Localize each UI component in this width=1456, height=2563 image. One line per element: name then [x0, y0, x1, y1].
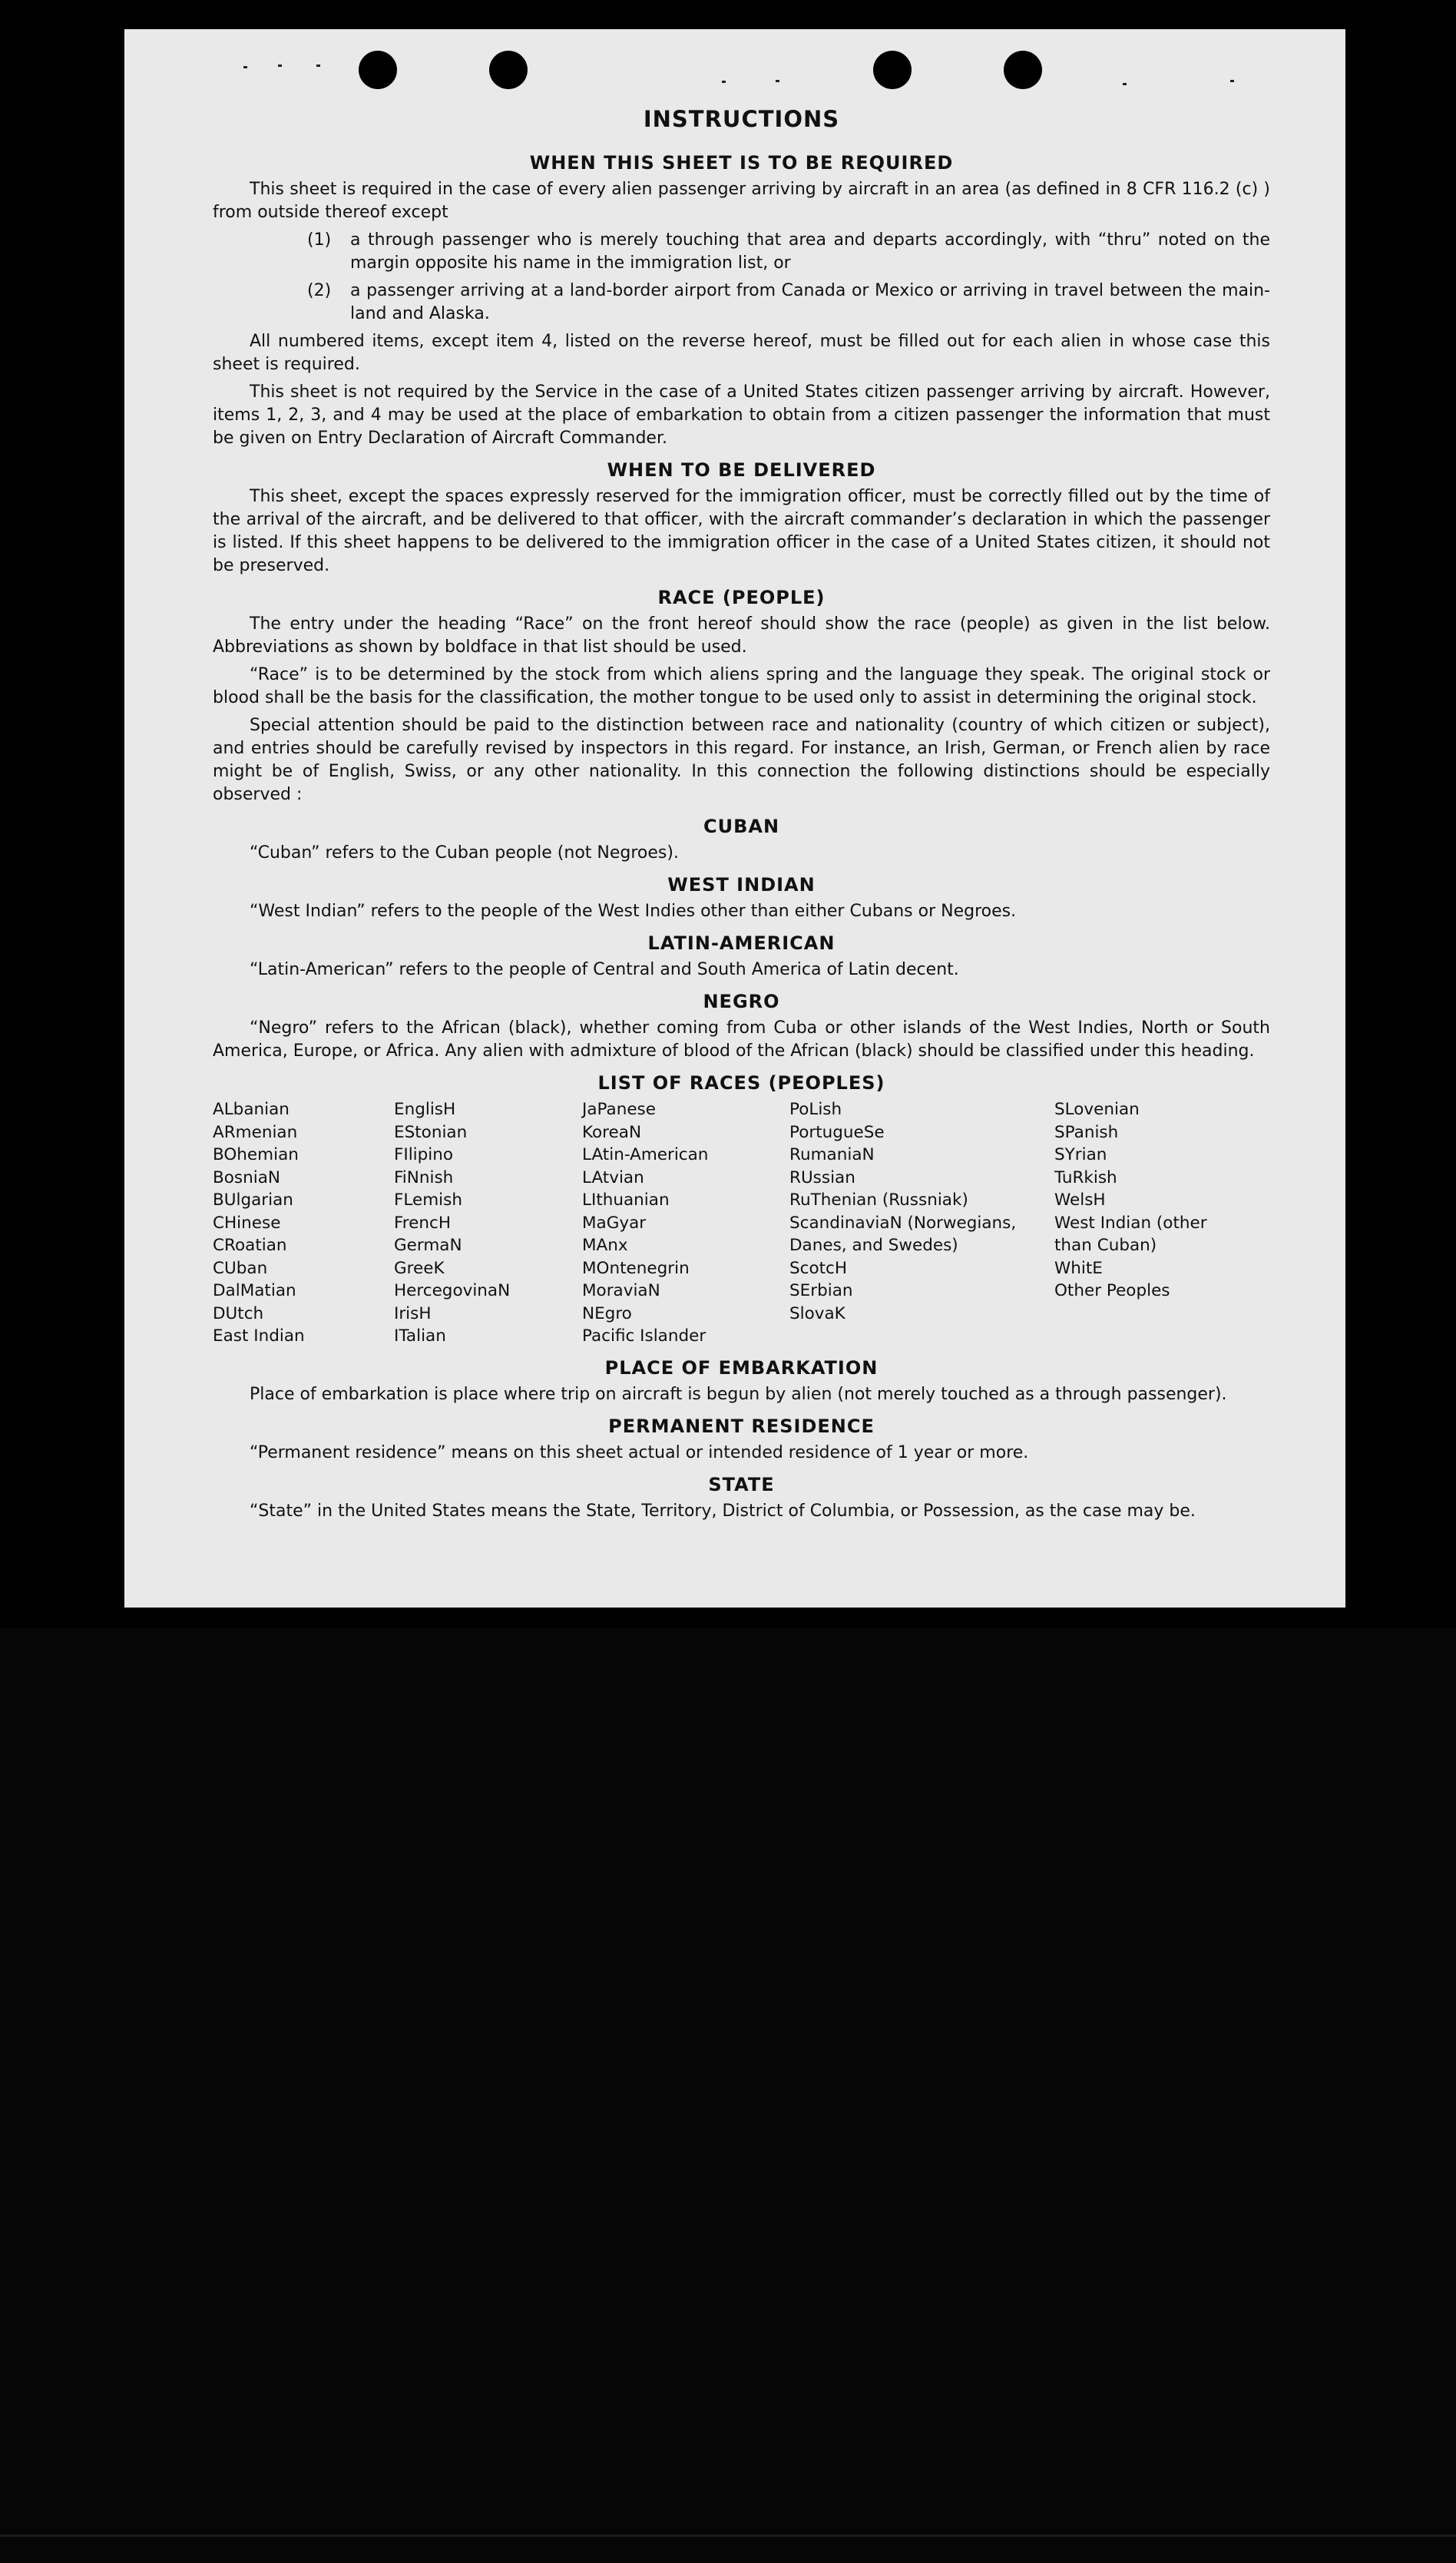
speck — [776, 80, 779, 82]
race-entry: ARmenian — [213, 1122, 298, 1142]
race-entry: CUban — [213, 1258, 268, 1278]
race-entry: MAnx — [582, 1236, 628, 1255]
race-paragraph-3: Special attention should be paid to the distinction between race and nationality (country of which citizen or subject), and entries should be carefully revised by inspectors in this regard. For instance, an Irish, German, or French alien by race might be of English, Swiss, or any other nationality. In this connection the following distinctions should be especially observed : — [213, 716, 1270, 804]
race-entry: GermaN — [394, 1236, 462, 1255]
race-paragraph-2: “Race” is to be determined by the stock from which aliens spring and the language they speak. The original stock or blood shall be the basis for the classification, the mother tongue to be used only to assist in determining the original stock. — [213, 665, 1270, 707]
race-entry: LAtvian — [582, 1167, 644, 1187]
heading-negro: NEGRO — [703, 991, 780, 1012]
speck — [1230, 80, 1234, 82]
race-entry: JaPanese — [582, 1100, 656, 1119]
heading-required: WHEN THIS SHEET IS TO BE REQUIRED — [529, 152, 954, 174]
race-entry: MoraviaN — [582, 1281, 660, 1300]
race-entry: FiNnish — [394, 1167, 454, 1187]
race-entry: RUssian — [789, 1167, 855, 1187]
exception-item — [307, 280, 1270, 326]
race-entry: BUlgarian — [213, 1190, 293, 1210]
heading-delivered: WHEN TO BE DELIVERED — [607, 459, 876, 481]
state-paragraph: “State” in the United States means the State, Territory, District of Columbia, or Possession, as the case may be. — [250, 1501, 1196, 1521]
heading-embarkation: PLACE OF EMBARKATION — [604, 1356, 879, 1379]
race-entry: RumaniaN — [789, 1145, 875, 1164]
heading-cuban: CUBAN — [703, 816, 780, 837]
heading-west-indian: WEST INDIAN — [667, 874, 816, 896]
required-intro: This sheet is required in the case of every alien passenger arriving by aircraft in an area (as defined in 8 CFR 116.2 (c) ) from outside thereof except — [213, 180, 1270, 222]
speck — [316, 65, 320, 67]
race-entry: KoreaN — [582, 1122, 642, 1142]
race-entry: GreeK — [394, 1258, 445, 1278]
punch-hole — [1004, 51, 1042, 89]
document-title: INSTRUCTIONS — [643, 106, 840, 132]
race-entry: SErbian — [789, 1281, 853, 1300]
race-entry: NEgro — [582, 1303, 632, 1323]
heading-state: STATE — [708, 1473, 775, 1495]
exception-text: a passenger arriving at a land-border airport from Canada or Mexico or arriving in travel between the main-land and Alaska. — [350, 281, 1270, 323]
race-entry: Pacific Islander — [582, 1326, 706, 1346]
races-column — [213, 1098, 394, 1348]
speck — [243, 66, 247, 68]
race-entry: RuThenian (Russniak) — [789, 1190, 968, 1210]
cuban-paragraph: “Cuban” refers to the Cuban people (not Negroes). — [250, 843, 679, 863]
race-paragraph-1: The entry under the heading “Race” on the front hereof should show the race (people) as given in the list below. Abbreviations as shown by boldface in that list should be used. — [213, 614, 1270, 657]
instruction-sheet — [124, 29, 1345, 1608]
race-entry: BosniaN — [213, 1167, 280, 1187]
scan-background — [0, 1628, 1456, 2563]
west-indian-paragraph: “West Indian” refers to the people of the West Indies other than either Cubans or Negroes. — [250, 902, 1017, 921]
race-entry: SYrian — [1054, 1145, 1107, 1164]
scan-edge-line — [0, 2535, 1456, 2537]
race-entry: ALbanian — [213, 1100, 290, 1119]
punch-hole — [489, 51, 528, 89]
race-entry: BOhemian — [213, 1145, 299, 1164]
latin-american-paragraph: “Latin-American” refers to the people of Central and South America of Latin decent. — [250, 960, 959, 979]
citizen-paragraph: This sheet is not required by the Service in the case of a United States citizen passenger arriving by aircraft. However, items 1, 2, 3, and 4 may be used at the place of embarkation to obtain from a citizen passenger the information that must be given on Entry Declaration of Aircraft Commander. — [213, 382, 1270, 448]
heading-residence: PERMANENT RESIDENCE — [608, 1415, 875, 1437]
race-entry: PoLish — [789, 1100, 842, 1119]
race-entry: PortugueSe — [789, 1122, 885, 1142]
speck — [722, 81, 726, 83]
exception-number: (2) — [307, 281, 332, 300]
race-entry: CRoatian — [213, 1236, 287, 1255]
negro-paragraph: “Negro” refers to the African (black), whether coming from Cuba or other islands of the West Indies, North or South America, Europe, or Africa. Any alien with admixture of blood of the African (black) should be classified under this heading. — [213, 1018, 1270, 1061]
race-entry: DUtch — [213, 1303, 264, 1323]
race-entry: SLovenian — [1054, 1100, 1140, 1119]
race-entry: MOntenegrin — [582, 1258, 690, 1278]
race-entry: EnglisH — [394, 1100, 456, 1119]
race-entry: SPanish — [1054, 1122, 1119, 1142]
race-entry: FrencH — [394, 1213, 452, 1233]
race-entry: FLemish — [394, 1190, 462, 1210]
race-entry: East Indian — [213, 1326, 305, 1346]
embarkation-paragraph: Place of embarkation is place where trip on aircraft is begun by alien (not merely touched as a through passenger). — [250, 1384, 1227, 1404]
exception-number: (1) — [307, 230, 332, 250]
punch-hole — [359, 51, 397, 89]
race-entry: FIlipino — [394, 1145, 454, 1164]
speck — [278, 65, 282, 67]
race-entry: SlovaK — [789, 1303, 845, 1323]
punch-hole — [873, 51, 912, 89]
race-entry: West Indian (other than Cuban) — [1054, 1213, 1207, 1255]
race-entry: Other Peoples — [1054, 1281, 1170, 1300]
race-entry: WhitE — [1054, 1258, 1103, 1278]
race-entry: HercegovinaN — [394, 1281, 511, 1300]
heading-races-list: LIST OF RACES (PEOPLES) — [597, 1072, 885, 1094]
race-entry: LAtin-American — [582, 1145, 709, 1164]
speck — [1123, 83, 1127, 85]
exception-text: a through passenger who is merely touching that area and departs accordingly, with “thru” noted on the margin opposite his name in the immigration list, or — [350, 230, 1270, 273]
numbered-items-paragraph: All numbered items, except item 4, listed on the reverse hereof, must be filled out for each alien in whose case this sheet is required. — [213, 332, 1270, 374]
races-column — [789, 1098, 1054, 1348]
race-entry: WelsH — [1054, 1190, 1106, 1210]
race-entry: LIthuanian — [582, 1190, 670, 1210]
delivered-paragraph: This sheet, except the spaces expressly reserved for the immigration officer, must be correctly filled out by the time of the arrival of the aircraft, and be delivered to that officer, with the aircraft commander’s declaration in which the passenger is listed. If this sheet happens to be delivered to the immigration officer in the case of a United States citizen, it should not be preserved. — [213, 487, 1270, 575]
race-entry: TuRkish — [1054, 1167, 1117, 1187]
race-entry: DalMatian — [213, 1281, 296, 1300]
race-entry: ScotcH — [789, 1258, 848, 1278]
heading-race: RACE (PEOPLE) — [657, 587, 826, 608]
race-entry: ScandinaviaN (Norwegians, Danes, and Swedes) — [789, 1213, 1017, 1255]
races-column — [1054, 1098, 1246, 1348]
heading-latin-american: LATIN-AMERICAN — [647, 932, 836, 954]
race-entry: ITalian — [394, 1326, 446, 1346]
races-column — [582, 1098, 789, 1348]
races-list — [213, 1098, 1270, 1348]
race-entry: CHinese — [213, 1213, 281, 1233]
race-entry: IrisH — [394, 1303, 432, 1323]
residence-paragraph: “Permanent residence” means on this sheet actual or intended residence of 1 year or more. — [250, 1442, 1029, 1462]
race-entry: MaGyar — [582, 1213, 647, 1233]
exception-item — [307, 229, 1270, 275]
race-entry: EStonian — [394, 1122, 468, 1142]
races-column — [394, 1098, 582, 1348]
